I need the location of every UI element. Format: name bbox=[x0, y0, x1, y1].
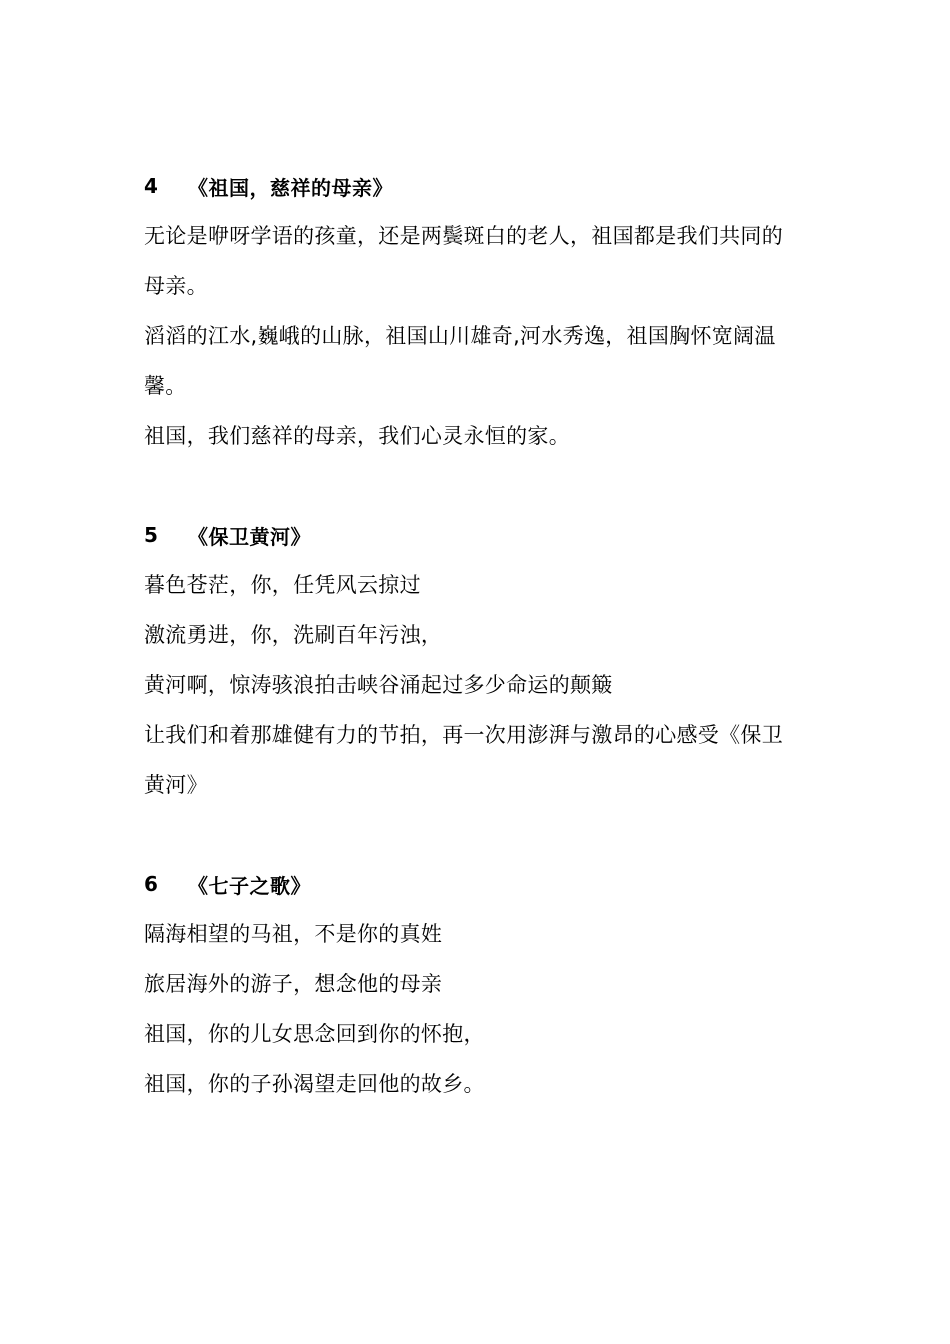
section-6 bbox=[144, 859, 950, 1109]
text-line: 暮色苍茫，你，任凭风云掠过 bbox=[144, 573, 421, 597]
text-line: 滔滔的江水,巍峨的山脉，祖国山川雄奇,河水秀逸，祖国胸怀宽阔温 bbox=[144, 324, 776, 348]
section-title: 《祖国，慈祥的母亲》 bbox=[188, 175, 393, 200]
section-heading bbox=[144, 161, 950, 211]
text-line: 母亲。 bbox=[144, 274, 208, 298]
text-line: 让我们和着那雄健有力的节拍，再一次用澎湃与激昂的心感受《保卫 bbox=[144, 723, 783, 747]
text-line: 隔海相望的马祖，不是你的真姓 bbox=[144, 922, 443, 946]
text-line: 馨。 bbox=[144, 374, 187, 398]
section-number: 6 bbox=[144, 872, 159, 896]
section-heading bbox=[144, 859, 950, 909]
text-line: 无论是咿呀学语的孩童，还是两鬓斑白的老人，祖国都是我们共同的 bbox=[144, 224, 783, 248]
section-title: 《七子之歌》 bbox=[188, 873, 311, 898]
text-line: 祖国，你的子孙渴望走回他的故乡。 bbox=[144, 1072, 485, 1096]
section-number: 5 bbox=[144, 523, 159, 547]
text-line: 黄河》 bbox=[144, 773, 208, 797]
text-line: 旅居海外的游子，想念他的母亲 bbox=[144, 972, 443, 996]
text-line: 激流勇进，你，洗刷百年污浊， bbox=[144, 623, 443, 647]
section-heading bbox=[144, 510, 950, 560]
section-5 bbox=[144, 510, 950, 810]
section-title: 《保卫黄河》 bbox=[188, 524, 311, 549]
text-line: 祖国，你的儿女思念回到你的怀抱， bbox=[144, 1022, 485, 1046]
text-line: 黄河啊，惊涛骇浪拍击峡谷涌起过多少命运的颠簸 bbox=[144, 673, 613, 697]
section-number: 4 bbox=[144, 174, 159, 198]
section-4 bbox=[144, 161, 950, 461]
text-line: 祖国，我们慈祥的母亲，我们心灵永恒的家。 bbox=[144, 424, 570, 448]
